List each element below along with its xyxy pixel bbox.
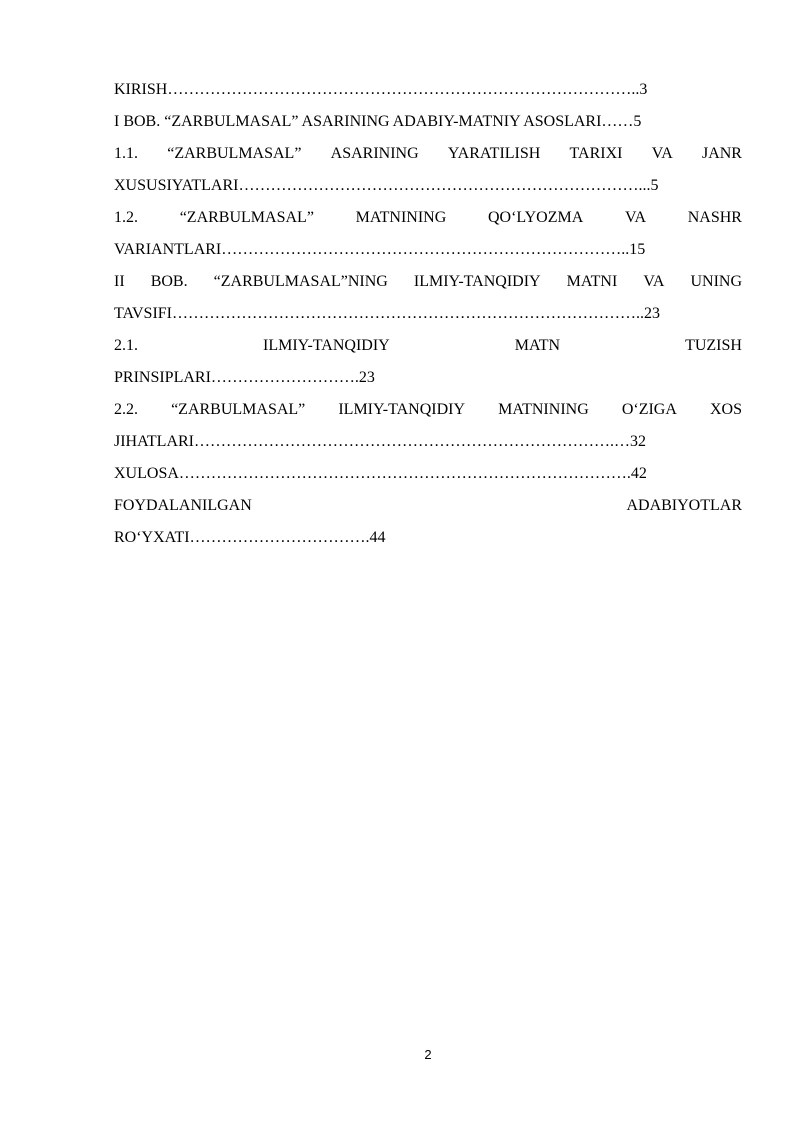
toc-word: FOYDALANILGAN (114, 497, 252, 514)
toc-word: ADABIYOTLAR (626, 497, 742, 514)
toc-entry-adabiyotlar-line-2: RO‘YXATI…………………………….44 (114, 529, 386, 546)
toc-word: YARATILISH (447, 145, 541, 162)
toc-word: “ZARBULMASAL”NING (213, 273, 388, 290)
toc-entry-1-2-line-2: VARIANTLARI…………………………………………………………………..15 (114, 241, 646, 258)
toc-word: 1.2. (114, 209, 138, 226)
toc-word: “ZARBULMASAL” (167, 145, 302, 162)
toc-word: ILMIY-TANQIDIY (338, 401, 466, 418)
toc-word: VA (643, 273, 665, 290)
page-number: 2 (424, 1047, 432, 1062)
toc-word: TARIXI (569, 145, 623, 162)
toc-word: XOS (709, 401, 742, 418)
toc-word: MATN (514, 337, 561, 354)
toc-entry-2-2-line-1 (114, 394, 742, 426)
toc-entry-bob-1: I BOB. “ZARBULMASAL” ASARINING ADABIY-MATNIY ASOSLARI……5 (114, 113, 642, 130)
toc-word: MATNI (566, 273, 618, 290)
toc-word: BOB. (150, 273, 188, 290)
toc-word: “ZARBULMASAL” (171, 401, 306, 418)
toc-word: ASARINING (330, 145, 419, 162)
toc-word: 1.1. (114, 145, 138, 162)
toc-entry-1-2-line-1 (114, 202, 742, 234)
toc-word: ILMIY-TANQIDIY (263, 337, 390, 354)
toc-word: MATNINING (498, 401, 589, 418)
toc-word: II (114, 273, 125, 290)
toc-word: UNING (690, 273, 742, 290)
toc-word: ILMIY-TANQIDIY (413, 273, 541, 290)
table-of-contents (114, 74, 742, 554)
toc-word: “ZARBULMASAL” (179, 209, 314, 226)
toc-word: VA (624, 209, 647, 226)
toc-word: 2.1. (114, 337, 138, 354)
toc-entry-1-1-line-1 (114, 138, 742, 170)
toc-word: MATNINING (355, 209, 447, 226)
toc-entry-adabiyotlar-line-1 (114, 490, 742, 522)
toc-entry-2-1-line-2: PRINSIPLARI……………………….23 (114, 369, 375, 386)
toc-entry-xulosa: XULOSA………………………………………………………………………….42 (114, 465, 647, 482)
toc-word: VA (651, 145, 673, 162)
toc-word: NASHR (687, 209, 742, 226)
toc-word: JANR (701, 145, 742, 162)
toc-entry-bob-2-line-1 (114, 266, 742, 298)
toc-entry-1-1-line-2: XUSUSIYATLARI…………………………………………………………………...5 (114, 177, 659, 194)
toc-word: O‘ZIGA (621, 401, 677, 418)
toc-entry-2-1-line-1 (114, 330, 742, 362)
toc-word: QO‘LYOZMA (487, 209, 584, 226)
toc-entry-2-2-line-2: JIHATLARI…………………………………………………………………….…32 (114, 433, 646, 450)
toc-entry-bob-2-line-2: TAVSIFI……………………………………………………………………………..23 (114, 305, 660, 322)
toc-entry-kirish: KIRISH……………………………………………………………………………..3 (114, 81, 648, 98)
toc-word: 2.2. (114, 401, 138, 418)
toc-word: TUZISH (685, 337, 742, 354)
